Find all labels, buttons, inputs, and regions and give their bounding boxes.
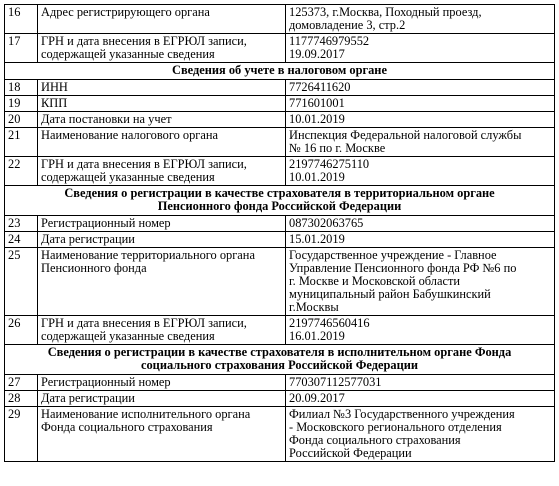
row-number: 22 <box>5 157 38 186</box>
field-value <box>286 391 555 407</box>
row-number: 18 <box>5 80 38 96</box>
field-label <box>38 128 286 157</box>
field-label-line: ГРН и дата внесения в ЕГРЮЛ записи, <box>41 316 247 330</box>
field-label-line: Дата постановки на учет <box>41 112 172 126</box>
field-label-line: Наименование налогового органа <box>41 128 219 142</box>
field-value-line: 2197746275110 <box>289 157 370 171</box>
section-header-row <box>5 186 555 216</box>
row-number: 27 <box>5 375 38 391</box>
field-label <box>38 375 286 391</box>
field-value <box>286 232 555 248</box>
field-value-line: Государственное учреждение - Главное <box>289 248 497 262</box>
field-value-line: 2197746560416 <box>289 316 370 330</box>
row-number: 19 <box>5 96 38 112</box>
section-title <box>5 345 555 375</box>
section-title <box>5 63 555 80</box>
field-value <box>286 80 555 96</box>
field-label-line: Фонда социального страхования <box>41 420 213 434</box>
field-value-line: 10.01.2019 <box>289 170 345 184</box>
field-value-line: Управление Пенсионного фонда РФ №6 по <box>289 261 517 275</box>
field-label-line: Регистрационный номер <box>41 216 171 230</box>
field-value-line: домовладение 3, стр.2 <box>289 18 406 32</box>
table-row <box>5 248 555 316</box>
field-value-line: 770307112577031 <box>289 375 382 389</box>
field-label-line: ИНН <box>41 80 68 94</box>
table-row <box>5 112 555 128</box>
table-row <box>5 407 555 462</box>
section-title-line: Сведения о регистрации в качестве страхователя в исполнительном органе Фонда <box>47 345 512 359</box>
field-label-line: Дата регистрации <box>41 232 135 246</box>
field-value-line: Фонда социального страхования <box>289 433 461 447</box>
section-header-row <box>5 345 555 375</box>
field-label-line: КПП <box>41 96 68 110</box>
row-number: 24 <box>5 232 38 248</box>
field-label-line: Регистрационный номер <box>41 375 171 389</box>
field-label <box>38 248 286 316</box>
row-number: 20 <box>5 112 38 128</box>
field-value-line: 19.09.2017 <box>289 47 345 61</box>
egrul-table-body <box>5 5 555 462</box>
section-title-line: социального страхования Российской Федерации <box>140 358 418 372</box>
field-label <box>38 316 286 345</box>
field-label <box>38 216 286 232</box>
field-value-line: 771601001 <box>289 96 345 110</box>
field-label-line: содержащей указанные сведения <box>41 170 215 184</box>
field-value-line: Российской Федерации <box>289 446 412 460</box>
field-value <box>286 96 555 112</box>
field-label-line: Дата регистрации <box>41 391 135 405</box>
field-label <box>38 157 286 186</box>
row-number: 28 <box>5 391 38 407</box>
field-label <box>38 232 286 248</box>
field-value <box>286 157 555 186</box>
field-value <box>286 5 555 34</box>
table-row <box>5 96 555 112</box>
row-number: 29 <box>5 407 38 462</box>
field-value <box>286 112 555 128</box>
field-label-line: Наименование исполнительного органа <box>41 407 251 421</box>
row-number: 23 <box>5 216 38 232</box>
field-label-line: ГРН и дата внесения в ЕГРЮЛ записи, <box>41 34 247 48</box>
field-label <box>38 34 286 63</box>
field-label <box>38 96 286 112</box>
table-row <box>5 5 555 34</box>
egrul-extract-table <box>4 4 555 462</box>
field-label <box>38 407 286 462</box>
field-value-line: муниципальный район Бабушкинский <box>289 287 491 301</box>
section-header-row <box>5 63 555 80</box>
field-label-line: Наименование территориального органа <box>41 248 255 262</box>
section-title <box>5 186 555 216</box>
field-label-line: содержащей указанные сведения <box>41 329 215 343</box>
field-value-line: № 16 по г. Москве <box>289 141 386 155</box>
field-value-line: 125373, г.Москва, Походный проезд, <box>289 5 482 19</box>
table-row <box>5 391 555 407</box>
table-row <box>5 80 555 96</box>
field-label <box>38 80 286 96</box>
field-value-line: 087302063765 <box>289 216 364 230</box>
field-value-line: 15.01.2019 <box>289 232 345 246</box>
field-value-line: 1177746979552 <box>289 34 370 48</box>
section-title-line: Пенсионного фонда Российской Федерации <box>157 199 402 213</box>
field-value <box>286 34 555 63</box>
field-value <box>286 407 555 462</box>
field-value-line: 20.09.2017 <box>289 391 345 405</box>
section-title-line: Сведения об учете в налоговом органе <box>172 63 387 77</box>
field-value-line: Инспекция Федеральной налоговой службы <box>289 128 522 142</box>
field-label-line: Пенсионного фонда <box>41 261 147 275</box>
table-row <box>5 232 555 248</box>
table-row <box>5 375 555 391</box>
field-value-line: г. Москве и Московской области <box>289 274 461 288</box>
section-title-line: Сведения о регистрации в качестве страхователя в территориальном органе <box>64 186 495 200</box>
row-number: 21 <box>5 128 38 157</box>
field-value-line: Филиал №3 Государственного учреждения <box>289 407 515 421</box>
field-label <box>38 391 286 407</box>
row-number: 16 <box>5 5 38 34</box>
field-value-line: 7726411620 <box>289 80 351 94</box>
field-value-line: 10.01.2019 <box>289 112 345 126</box>
row-number: 26 <box>5 316 38 345</box>
table-row <box>5 34 555 63</box>
field-value <box>286 216 555 232</box>
field-label-line: содержащей указанные сведения <box>41 47 215 61</box>
field-value <box>286 375 555 391</box>
field-value <box>286 316 555 345</box>
field-label <box>38 5 286 34</box>
table-row <box>5 157 555 186</box>
field-label <box>38 112 286 128</box>
field-value <box>286 248 555 316</box>
field-label-line: Адрес регистрирующего органа <box>41 5 210 19</box>
field-value-line: 16.01.2019 <box>289 329 345 343</box>
field-value-line: - Московского регионального отделения <box>289 420 502 434</box>
field-value <box>286 128 555 157</box>
row-number: 25 <box>5 248 38 316</box>
table-row <box>5 316 555 345</box>
field-value-line: г.Москвы <box>289 300 339 314</box>
table-row <box>5 216 555 232</box>
table-row <box>5 128 555 157</box>
row-number: 17 <box>5 34 38 63</box>
field-label-line: ГРН и дата внесения в ЕГРЮЛ записи, <box>41 157 247 171</box>
